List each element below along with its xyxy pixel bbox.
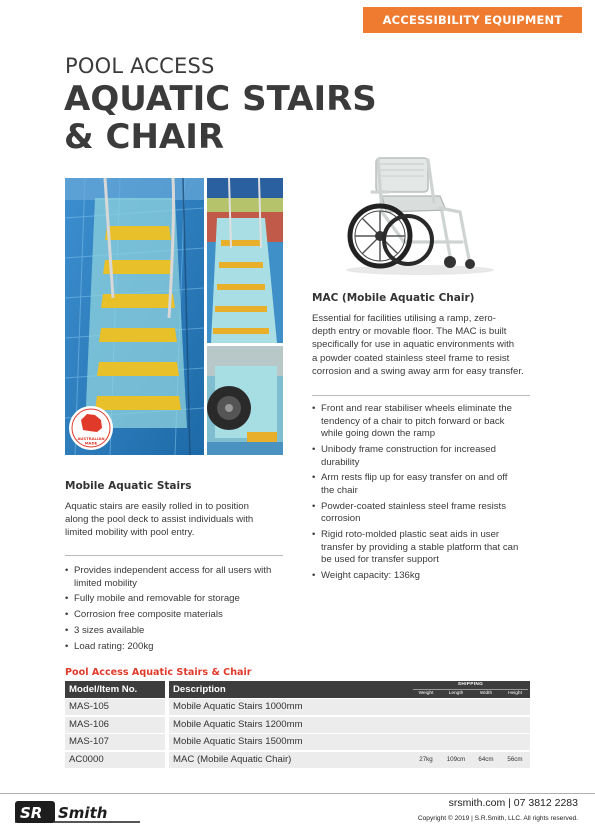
stairs-on-deck-photo	[207, 178, 283, 343]
header-description: Description	[169, 681, 411, 698]
table-header	[65, 681, 530, 698]
stairs-description-line: Aquatic stairs are easily rolled in to position	[65, 501, 249, 512]
cell-description: MAC (Mobile Aquatic Chair)	[169, 752, 411, 768]
footer-divider	[0, 793, 595, 794]
table-row	[65, 716, 530, 734]
cell-model: MAS-107	[65, 734, 165, 750]
list-item: • Front and rear stabiliser wheels eliminate the tendency of a chair to pitch forward or back while going down the ramp	[312, 403, 534, 441]
top-banner	[0, 0, 595, 36]
chair-description	[312, 312, 532, 378]
list-item: • Unibody frame construction for increased durability	[312, 444, 534, 469]
header-shipping	[411, 681, 530, 698]
table-row	[65, 733, 530, 751]
cell-model: MAS-106	[65, 717, 165, 733]
stairs-description	[65, 500, 280, 540]
list-item: • Arm rests flip up for easy transfer on and off the chair	[312, 472, 534, 497]
chair-divider	[312, 395, 530, 396]
badge-text-line1: AUSTRALIAN	[77, 436, 105, 441]
list-item: • 3 sizes available	[65, 625, 285, 638]
cell-model: AC0000	[65, 752, 165, 768]
chair-description-line: depth entry or movable floor. The MAC is built	[312, 326, 507, 338]
stairs-in-pool-photo	[65, 178, 204, 455]
footer-contact[interactable]: srsmith.com | 07 3812 2283	[448, 797, 578, 809]
header-shipping-label: SHIPPING	[457, 682, 484, 687]
shipping-underline	[413, 689, 528, 690]
wheel-closeup-photo	[207, 346, 283, 455]
cell-weight: 27kg	[419, 755, 433, 763]
table-row	[65, 698, 530, 716]
cell-height: 56cm	[507, 755, 523, 763]
chair-description-line: Essential for facilities utilising a ramp, zero-	[312, 313, 496, 324]
australian-made-badge	[69, 406, 113, 450]
chair-description-line: specifically for use in aquatic environments with	[312, 339, 515, 351]
chair-feature-list	[312, 403, 534, 586]
stairs-description-line: limited mobility with pool entry.	[65, 527, 195, 539]
stairs-heading: Mobile Aquatic Stairs	[65, 480, 192, 492]
srsmith-logo	[15, 801, 145, 826]
badge-text-line2: MADE	[84, 440, 98, 446]
table-title: Pool Access Aquatic Stairs & Chair	[65, 667, 252, 678]
chair-description-line: corrosion and a swing away arm for easy transfer.	[312, 365, 524, 377]
header-width: Width	[479, 691, 493, 696]
list-item: • Load rating: 200kg	[65, 641, 285, 654]
header-height: Height	[508, 691, 522, 696]
cell-length: 109cm	[446, 755, 466, 763]
stairs-feature-list	[65, 565, 285, 657]
table-row	[65, 751, 530, 769]
cell-description: Mobile Aquatic Stairs 1000mm	[169, 699, 411, 715]
list-item: • Fully mobile and removable for storage	[65, 593, 285, 606]
footer-copyright: Copyright © 2019 | S.R.Smith, LLC. All rights reserved.	[417, 815, 578, 822]
product-table	[65, 681, 530, 768]
stairs-divider	[65, 555, 283, 556]
cell-width: 64cm	[478, 755, 494, 763]
title-line-2: & CHAIR	[64, 117, 225, 157]
page-title	[64, 80, 377, 156]
chair-description-line: a powder coated stainless steel frame to resist	[312, 352, 510, 364]
list-item: • Weight capacity: 136kg	[312, 570, 534, 583]
header-length: Length	[448, 691, 464, 696]
chair-heading: MAC (Mobile Aquatic Chair)	[312, 292, 475, 304]
cell-shipping	[411, 734, 530, 750]
cell-description: Mobile Aquatic Stairs 1500mm	[169, 734, 411, 750]
list-item: • Corrosion free composite materials	[65, 609, 285, 622]
svg-text:Smith: Smith	[58, 804, 108, 822]
svg-text:SR: SR	[20, 804, 43, 822]
cell-shipping	[411, 752, 530, 768]
list-item: • Rigid roto-molded plastic seat aids in user transfer by providing a stable platform that can be used for transfer support	[312, 529, 534, 567]
header-weight: Weight	[418, 691, 434, 696]
list-item: • Powder-coated stainless steel frame resists corrosion	[312, 501, 534, 526]
stairs-description-line: along the pool deck to assist individuals with	[65, 514, 254, 526]
cell-shipping	[411, 717, 530, 733]
category-tag: ACCESSIBILITY EQUIPMENT	[363, 7, 582, 33]
list-item: • Provides independent access for all users with limited mobility	[65, 565, 285, 590]
cell-shipping	[411, 699, 530, 715]
cell-description: Mobile Aquatic Stairs 1200mm	[169, 717, 411, 733]
cell-model: MAS-105	[65, 699, 165, 715]
header-model: Model/Item No.	[65, 681, 165, 698]
title-line-1: AQUATIC STAIRS	[64, 79, 377, 119]
page-kicker: POOL ACCESS	[65, 54, 215, 78]
mac-chair-photo	[342, 152, 496, 276]
